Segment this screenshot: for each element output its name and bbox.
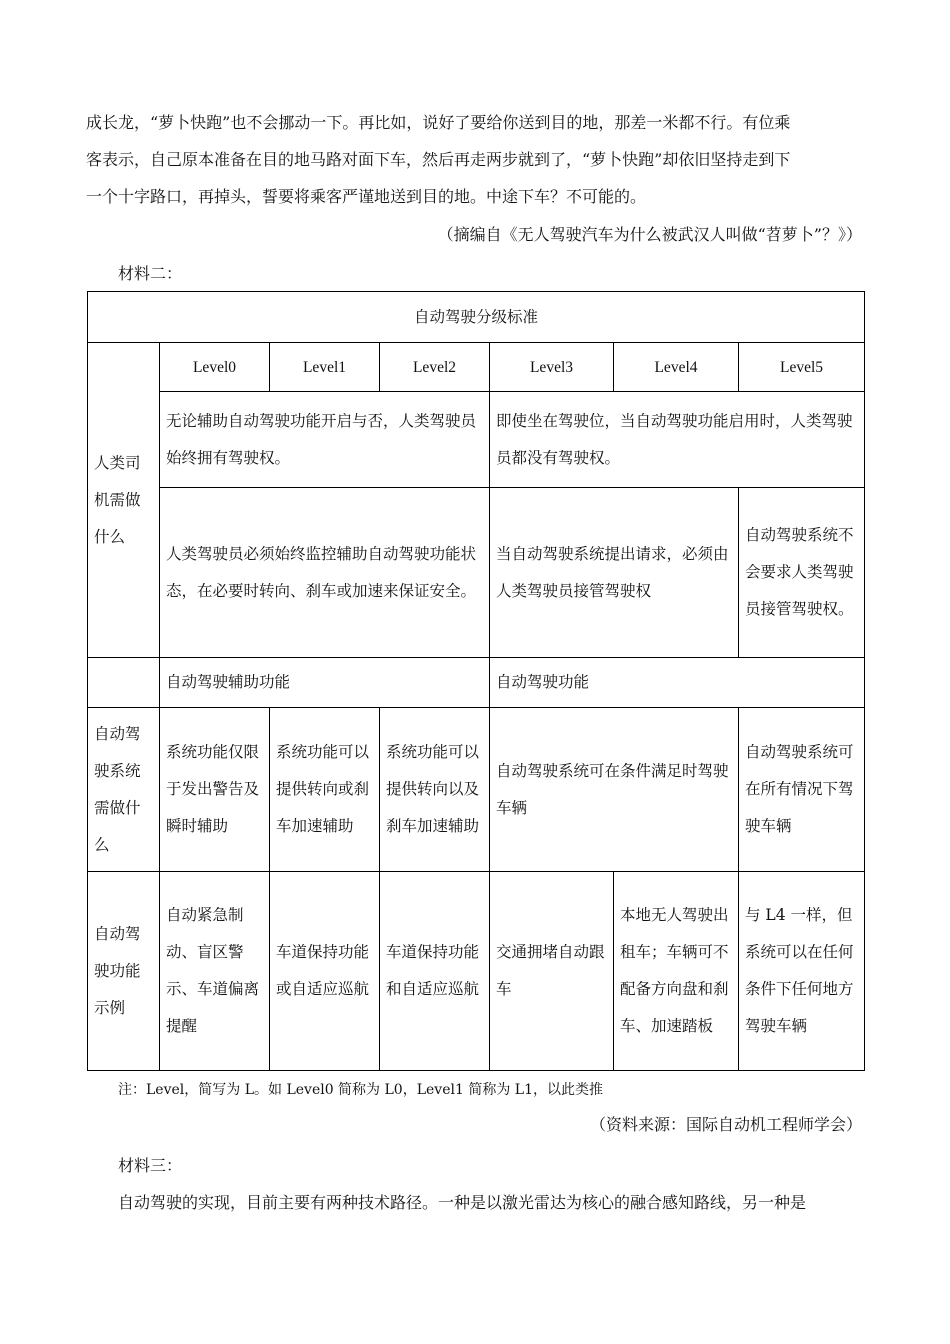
material3-label: 材料三： (118, 1156, 183, 1175)
material2-label: 材料二： (118, 264, 183, 283)
human-header: 人类司机需做什么 (88, 343, 160, 658)
level-1-header: Level1 (270, 343, 380, 392)
system-l1: 系统功能可以提供转向或刹车加速辅助 (270, 708, 380, 872)
system-header: 自动驾驶系统需做什么 (88, 708, 160, 872)
autonomy-level-table (87, 291, 865, 1071)
system-l2: 系统功能可以提供转向以及刹车加速辅助 (380, 708, 490, 872)
example-l3: 交通拥堵自动跟车 (490, 872, 614, 1071)
system-l0: 系统功能仅限于发出警告及瞬时辅助 (160, 708, 270, 872)
intro-line-2: 客表示，自己原本准备在目的地马路对面下车，然后再走两步就到了，“萝卜快跑”却依旧坚持走到下 (86, 150, 791, 169)
level-0-header: Level0 (160, 343, 270, 392)
level-4-header: Level4 (614, 343, 739, 392)
system-l5: 自动驾驶系统可在所有情况下驾驶车辆 (739, 708, 865, 872)
intro-line-1: 成长龙，“萝卜快跑”也不会挪动一下。再比如，说好了要给你送到目的地，那差一米都不行。有位乘 (86, 113, 791, 132)
human-row2-right: 自动驾驶系统不会要求人类驾驶员接管驾驶权。 (739, 488, 865, 658)
table-note: 注：Level，简写为 L。如 Level0 简称为 L0，Level1 简称为 L1，以此类推 (118, 1082, 603, 1098)
human-row1-right: 即使坐在驾驶位，当自动驾驶功能启用时，人类驾驶员都没有驾驶权。 (490, 392, 865, 488)
system-l3-l4: 自动驾驶系统可在条件满足时驾驶车辆 (490, 708, 739, 872)
example-l1: 车道保持功能或自适应巡航 (270, 872, 380, 1071)
func-assist-label: 自动驾驶辅助功能 (160, 658, 490, 708)
level-5-header: Level5 (739, 343, 865, 392)
example-header: 自动驾驶功能示例 (88, 872, 160, 1071)
example-l2: 车道保持功能和自适应巡航 (380, 872, 490, 1071)
human-row2-left: 人类驾驶员必须始终监控辅助自动驾驶功能状态，在必要时转向、刹车或加速来保证安全。 (160, 488, 490, 658)
example-l5: 与 L4 一样，但系统可以在任何条件下任何地方驾驶车辆 (739, 872, 865, 1071)
material3-line-1: 自动驾驶的实现，目前主要有两种技术路径。一种是以激光雷达为核心的融合感知路线，另一种是 (118, 1193, 807, 1212)
intro-line-3: 一个十字路口，再掉头，誓要将乘客严谨地送到目的地。中途下车？不可能的。 (86, 187, 647, 206)
material3-paragraph (86, 1184, 864, 1221)
level-3-header: Level3 (490, 343, 614, 392)
func-auto-label: 自动驾驶功能 (490, 658, 865, 708)
material2-source: （资料来源：国际自动机工程师学会） (589, 1115, 862, 1134)
example-l4: 本地无人驾驶出租车；车辆可不配备方向盘和刹车、加速踏板 (614, 872, 739, 1071)
intro-source: （摘编自《无人驾驶汽车为什么被武汉人叫做“苕萝卜”？》） (437, 225, 862, 244)
example-l0: 自动紧急制动、盲区警示、车道偏离提醒 (160, 872, 270, 1071)
func-empty-cell (88, 658, 160, 708)
level-2-header: Level2 (380, 343, 490, 392)
human-row1-left: 无论辅助自动驾驶功能开启与否，人类驾驶员始终拥有驾驶权。 (160, 392, 490, 488)
human-row2-mid: 当自动驾驶系统提出请求，必须由人类驾驶员接管驾驶权 (490, 488, 739, 658)
table-title: 自动驾驶分级标准 (88, 292, 865, 343)
intro-paragraph (86, 104, 864, 215)
